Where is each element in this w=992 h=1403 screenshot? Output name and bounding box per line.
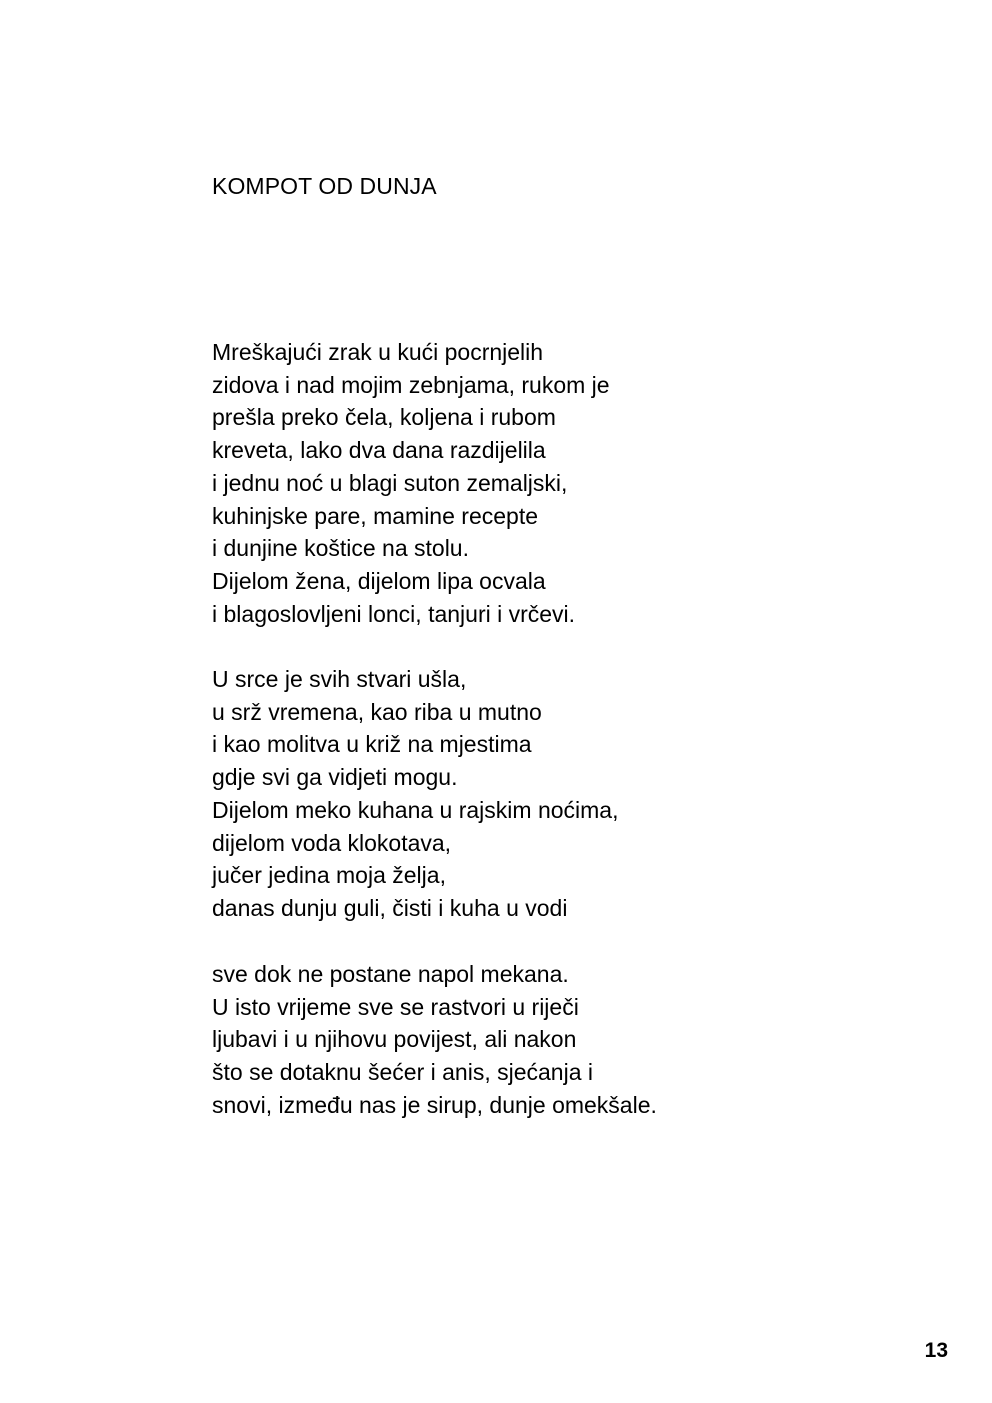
poem-line: kuhinjske pare, mamine recepte (212, 502, 538, 529)
poem-line: gdje svi ga vidjeti mogu. (212, 764, 458, 791)
poem-line: danas dunju guli, čisti i kuha u vodi (212, 894, 568, 921)
page-number: 13 (924, 1339, 948, 1362)
poem-line: i blagoslovljeni lonci, tanjuri i vrčevi. (212, 600, 576, 627)
poem-line: ljubavi i u njihovu povijest, ali nakon (212, 1026, 577, 1053)
stanza-1 (212, 336, 610, 630)
poem-line: kreveta, lako dva dana razdijelila (212, 437, 546, 464)
poem-line: u srž vremena, kao riba u mutno (212, 698, 542, 725)
poem-line: Dijelom žena, dijelom lipa ocvala (212, 567, 546, 594)
poem-line: snovi, između nas je sirup, dunje omekšale. (212, 1091, 657, 1118)
poem-line: U isto vrijeme sve se rastvori u riječi (212, 993, 579, 1020)
stanza-2 (212, 663, 619, 925)
poem-line: sve dok ne postane napol mekana. (212, 961, 569, 987)
poem-line: zidova i nad mojim zebnjama, rukom je (212, 371, 610, 398)
poem-line: i dunjine koštice na stolu. (212, 535, 469, 562)
poem-line: i jednu noć u blagi suton zemaljski, (212, 469, 568, 496)
poem-line: U srce je svih stvari ušla, (212, 666, 467, 692)
poem-line: i kao molitva u križ na mjestima (212, 731, 532, 758)
poem-title: KOMPOT OD DUNJA (212, 173, 437, 199)
poem-line: Mreškajući zrak u kući pocrnjelih (212, 339, 544, 365)
poem-line: prešla preko čela, koljena i rubom (212, 404, 556, 431)
poem-line: Dijelom meko kuhana u rajskim noćima, (212, 796, 619, 823)
poem-line: jučer jedina moja želja, (212, 862, 446, 889)
poem-line: dijelom voda klokotava, (212, 829, 452, 856)
stanza-3 (212, 958, 657, 1122)
poem-line: što se dotaknu šećer i anis, sjećanja i (212, 1059, 593, 1086)
